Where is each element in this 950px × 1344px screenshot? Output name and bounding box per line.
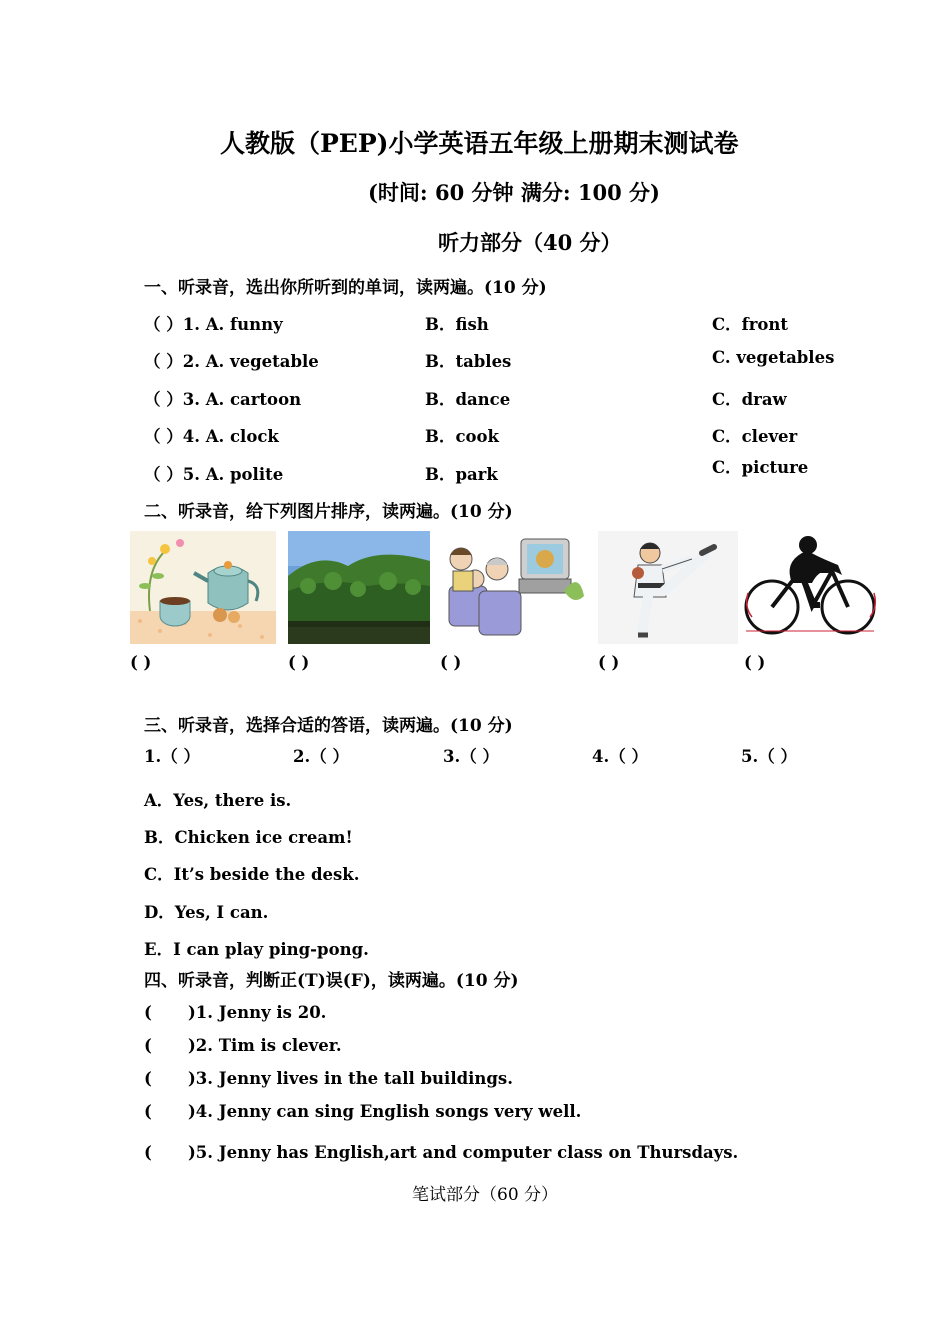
section4-item-2-blank[interactable]: ( [144,1036,152,1055]
section4-item-4-blank[interactable]: ( [144,1102,152,1121]
section4-heading: 四、听录音，判断正(T)误(F)，读两遍。(10 分) [144,971,519,991]
section3-option-c: C．It’s beside the desk. [144,865,360,884]
section3-option-e: E．I can play ping-pong. [144,940,369,959]
section1-item-5-option-c: C．picture [712,458,809,477]
picture-1-blank[interactable]: ( ) [130,653,152,672]
section1-item-1-option-c: C．front [712,315,789,334]
section4-item-5-text: )5. Jenny has English,art and computer class on Thursdays. [188,1143,739,1162]
family-watching-tv-image [439,531,587,644]
page-title: 人教版（PEP)小学英语五年级上册期末测试卷 [220,129,739,158]
kung-fu-boy-image [598,531,738,644]
section2-heading: 二、听录音，给下列图片排序，读两遍。(10 分) [144,502,513,522]
section3-blank-5[interactable]: 5.（ ） [741,747,797,766]
section4-item-1-text: )1. Jenny is 20. [188,1003,327,1022]
section3-option-b: B．Chicken ice cream! [144,828,353,847]
section1-item-5-option-b: B．park [425,465,498,484]
section1-item-4-question: （ ）4. A. clock [144,427,279,446]
section3-option-d: D．Yes, I can. [144,903,269,922]
section1-item-2-option-c: C. vegetables [712,348,835,367]
picture-4-blank[interactable]: ( ) [598,653,620,672]
section1-item-4-option-b: B．cook [425,427,499,446]
section3-option-a: A．Yes, there is. [144,791,292,810]
section4-item-2-text: )2. Tim is clever. [188,1036,342,1055]
section4-item-1-blank[interactable]: ( [144,1003,152,1022]
section1-item-3-option-b: B．dance [425,390,511,409]
section1-item-2-question: （ ）2. A. vegetable [144,352,319,371]
cyclist-silhouette-image [742,531,878,644]
forest-lake-image [288,531,430,644]
section1-item-4-option-c: C．clever [712,427,798,446]
teapot-cups-image [130,531,276,644]
section3-blank-4[interactable]: 4.（ ） [592,747,648,766]
section1-item-3-option-c: C．draw [712,390,787,409]
section3-blank-1[interactable]: 1.（ ） [144,747,200,766]
section4-item-3-blank[interactable]: ( [144,1069,152,1088]
section1-item-3-question: （ ）3. A. cartoon [144,390,302,409]
section4-item-4-text: )4. Jenny can sing English songs very well. [188,1102,582,1121]
section1-item-1-question: （ ）1. A. funny [144,315,283,334]
section1-item-5-question: （ ）5. A. polite [144,465,284,484]
listening-heading: 听力部分（40 分） [438,230,622,255]
picture-2-blank[interactable]: ( ) [288,653,310,672]
picture-5-blank[interactable]: ( ) [744,653,766,672]
section4-item-5-blank[interactable]: ( [144,1143,152,1162]
section3-blank-2[interactable]: 2.（ ） [293,747,349,766]
section1-item-2-option-b: B．tables [425,352,512,371]
time-info: (时间: 60 分钟 满分: 100 分) [368,180,660,205]
section1-heading: 一、听录音，选出你所听到的单词，读两遍。(10 分) [144,278,547,298]
picture-3-blank[interactable]: ( ) [440,653,462,672]
written-heading: 笔试部分（60 分） [412,1185,559,1205]
section1-item-1-option-b: B．fish [425,315,489,334]
section4-item-3-text: )3. Jenny lives in the tall buildings. [188,1069,513,1088]
section3-heading: 三、听录音，选择合适的答语，读两遍。(10 分) [144,716,513,736]
section3-blank-3[interactable]: 3.（ ） [443,747,499,766]
